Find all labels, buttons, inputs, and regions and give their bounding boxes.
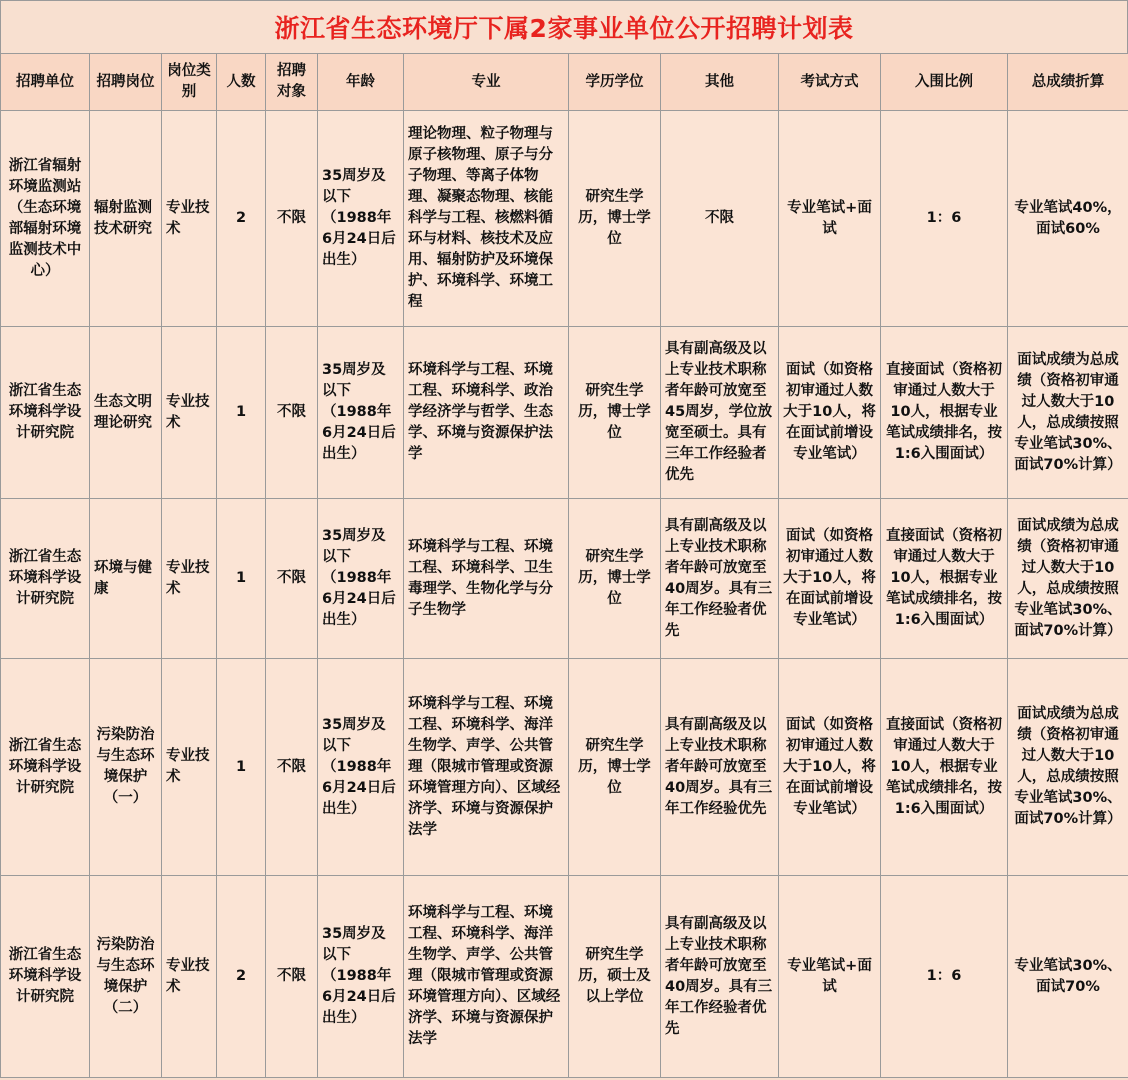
cell-score: 专业笔试30%、面试70% bbox=[1008, 876, 1128, 1078]
cell-degree: 研究生学历，博士学位 bbox=[569, 499, 661, 659]
cell-other: 具有副高级及以上专业技术职称者年龄可放宽至40周岁。具有三年工作经验者优先 bbox=[661, 499, 779, 659]
cell-age: 35周岁及以下（1988年6月24日后出生） bbox=[318, 111, 404, 327]
cell-exam: 面试（如资格初审通过人数大于10人，将在面试前增设专业笔试） bbox=[779, 327, 881, 499]
cell-category: 专业技术 bbox=[162, 876, 217, 1078]
cell-exam: 专业笔试+面试 bbox=[779, 111, 881, 327]
cell-post: 环境与健康 bbox=[90, 499, 162, 659]
cell-unit: 浙江省生态环境科学设计研究院 bbox=[1, 499, 90, 659]
header-ratio: 入围比例 bbox=[881, 54, 1008, 111]
cell-exam: 面试（如资格初审通过人数大于10人，将在面试前增设专业笔试） bbox=[779, 659, 881, 876]
cell-major: 环境科学与工程、环境工程、环境科学、卫生毒理学、生物化学与分子生物学 bbox=[404, 499, 569, 659]
cell-target: 不限 bbox=[266, 327, 318, 499]
header-row bbox=[1, 54, 1128, 111]
cell-category: 专业技术 bbox=[162, 499, 217, 659]
cell-ratio: 1：6 bbox=[881, 876, 1008, 1078]
cell-age: 35周岁及以下（1988年6月24日后出生） bbox=[318, 876, 404, 1078]
header-age: 年龄 bbox=[318, 54, 404, 111]
header-count: 人数 bbox=[217, 54, 266, 111]
cell-target: 不限 bbox=[266, 659, 318, 876]
header-unit: 招聘单位 bbox=[1, 54, 90, 111]
cell-score: 面试成绩为总成绩（资格初审通过人数大于10人，总成绩按照专业笔试30%、面试70%计算） bbox=[1008, 659, 1128, 876]
cell-score: 面试成绩为总成绩（资格初审通过人数大于10人，总成绩按照专业笔试30%、面试70%计算） bbox=[1008, 327, 1128, 499]
header-exam: 考试方式 bbox=[779, 54, 881, 111]
header-post: 招聘岗位 bbox=[90, 54, 162, 111]
header-score: 总成绩折算 bbox=[1008, 54, 1128, 111]
cell-exam: 专业笔试+面试 bbox=[779, 876, 881, 1078]
cell-count: 1 bbox=[217, 499, 266, 659]
cell-category: 专业技术 bbox=[162, 327, 217, 499]
cell-age: 35周岁及以下（1988年6月24日后出生） bbox=[318, 327, 404, 499]
cell-score: 面试成绩为总成绩（资格初审通过人数大于10人，总成绩按照专业笔试30%、面试70%计算） bbox=[1008, 499, 1128, 659]
cell-count: 1 bbox=[217, 659, 266, 876]
cell-ratio: 直接面试（资格初审通过人数大于10人，根据专业笔试成绩排名，按1:6入围面试） bbox=[881, 499, 1008, 659]
cell-other: 具有副高级及以上专业技术职称者年龄可放宽至40周岁。具有三年工作经验者优先 bbox=[661, 876, 779, 1078]
cell-post: 辐射监测技术研究 bbox=[90, 111, 162, 327]
cell-major: 理论物理、粒子物理与原子核物理、原子与分子物理、等离子体物理、凝聚态物理、核能科学与工程、核燃料循环与材料、核技术及应用、辐射防护及环境保护、环境科学、环境工程 bbox=[404, 111, 569, 327]
table-row bbox=[1, 327, 1128, 499]
cell-target: 不限 bbox=[266, 111, 318, 327]
cell-category: 专业技术 bbox=[162, 111, 217, 327]
table-row bbox=[1, 659, 1128, 876]
cell-post: 生态文明理论研究 bbox=[90, 327, 162, 499]
cell-category: 专业技术 bbox=[162, 659, 217, 876]
header-degree: 学历学位 bbox=[569, 54, 661, 111]
table-row bbox=[1, 499, 1128, 659]
cell-unit: 浙江省生态环境科学设计研究院 bbox=[1, 659, 90, 876]
cell-exam: 面试（如资格初审通过人数大于10人，将在面试前增设专业笔试） bbox=[779, 499, 881, 659]
cell-count: 2 bbox=[217, 111, 266, 327]
cell-unit: 浙江省辐射环境监测站（生态环境部辐射环境监测技术中心） bbox=[1, 111, 90, 327]
cell-ratio: 直接面试（资格初审通过人数大于10人，根据专业笔试成绩排名，按1:6入围面试） bbox=[881, 327, 1008, 499]
cell-score: 专业笔试40%，面试60% bbox=[1008, 111, 1128, 327]
cell-unit: 浙江省生态环境科学设计研究院 bbox=[1, 876, 90, 1078]
cell-degree: 研究生学历，博士学位 bbox=[569, 111, 661, 327]
header-target: 招聘对象 bbox=[266, 54, 318, 111]
cell-major: 环境科学与工程、环境工程、环境科学、海洋生物学、声学、公共管理（限城市管理或资源环境管理方向）、区域经济学、环境与资源保护法学 bbox=[404, 876, 569, 1078]
recruitment-table bbox=[0, 53, 1128, 1078]
header-other: 其他 bbox=[661, 54, 779, 111]
table-row bbox=[1, 876, 1128, 1078]
cell-age: 35周岁及以下（1988年6月24日后出生） bbox=[318, 499, 404, 659]
cell-degree: 研究生学历，博士学位 bbox=[569, 659, 661, 876]
cell-other: 具有副高级及以上专业技术职称者年龄可放宽至40周岁。具有三年工作经验优先 bbox=[661, 659, 779, 876]
cell-target: 不限 bbox=[266, 499, 318, 659]
header-major: 专业 bbox=[404, 54, 569, 111]
cell-major: 环境科学与工程、环境工程、环境科学、政治学经济学与哲学、生态学、环境与资源保护法学 bbox=[404, 327, 569, 499]
cell-target: 不限 bbox=[266, 876, 318, 1078]
cell-ratio: 直接面试（资格初审通过人数大于10人，根据专业笔试成绩排名，按1:6入围面试） bbox=[881, 659, 1008, 876]
cell-ratio: 1：6 bbox=[881, 111, 1008, 327]
table-row bbox=[1, 111, 1128, 327]
cell-major: 环境科学与工程、环境工程、环境科学、海洋生物学、声学、公共管理（限城市管理或资源环境管理方向）、区域经济学、环境与资源保护法学 bbox=[404, 659, 569, 876]
cell-other: 具有副高级及以上专业技术职称者年龄可放宽至45周岁，学位放宽至硕士。具有三年工作经验者优先 bbox=[661, 327, 779, 499]
cell-count: 1 bbox=[217, 327, 266, 499]
header-category: 岗位类别 bbox=[162, 54, 217, 111]
cell-other: 不限 bbox=[661, 111, 779, 327]
cell-post: 污染防治与生态环境保护（一） bbox=[90, 659, 162, 876]
cell-post: 污染防治与生态环境保护（二） bbox=[90, 876, 162, 1078]
cell-unit: 浙江省生态环境科学设计研究院 bbox=[1, 327, 90, 499]
cell-degree: 研究生学历，博士学位 bbox=[569, 327, 661, 499]
page-title: 浙江省生态环境厅下属2家事业单位公开招聘计划表 bbox=[0, 0, 1128, 54]
cell-count: 2 bbox=[217, 876, 266, 1078]
cell-degree: 研究生学历，硕士及以上学位 bbox=[569, 876, 661, 1078]
cell-age: 35周岁及以下（1988年6月24日后出生） bbox=[318, 659, 404, 876]
